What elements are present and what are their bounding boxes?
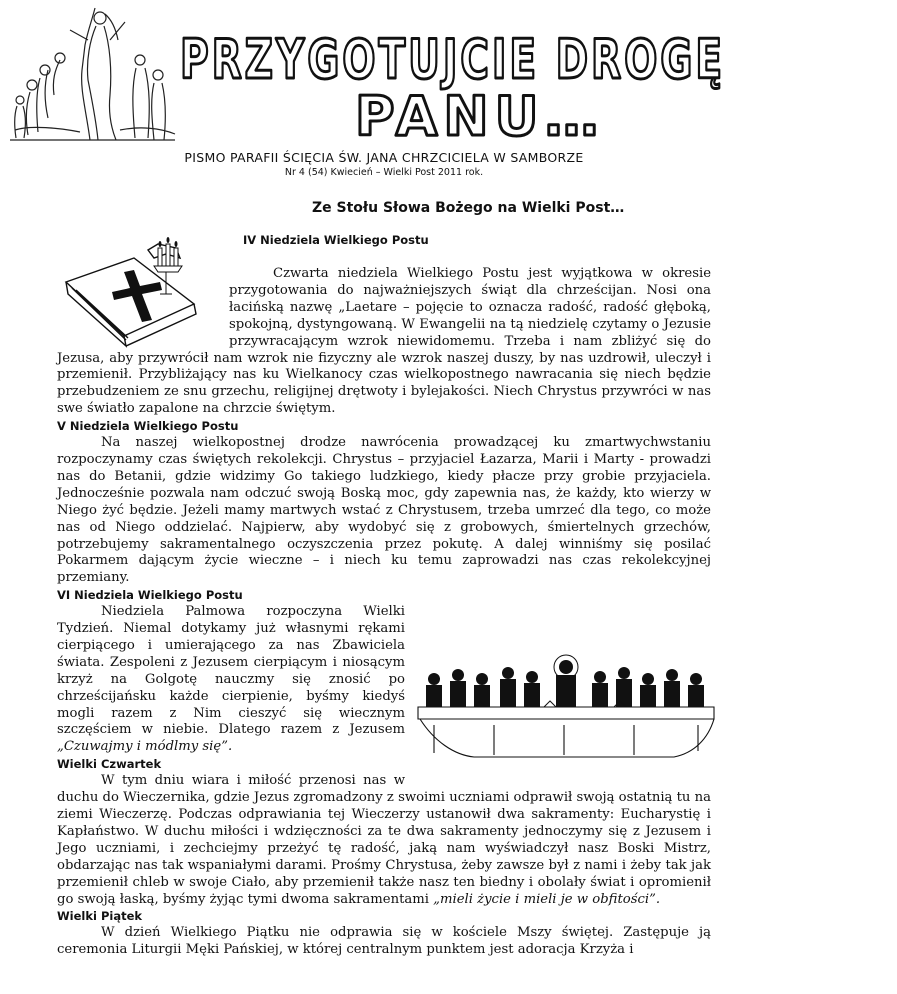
section-quote-vi: „Czuwajmy i módlmy się”. (57, 739, 233, 755)
title-art (0, 0, 768, 150)
section-title-v: V Niedziela Wielkiego Postu (57, 419, 239, 434)
section-title-thursday: Wielki Czwartek (57, 757, 162, 772)
article-heading: Ze Stołu Słowa Bożego na Wielki Post… (312, 200, 625, 216)
last-supper-float-space (405, 654, 711, 776)
parish-name: PISMO PARAFII ŚCIĘCIA ŚW. JANA CHRZCICIELA W SAMBORZE (184, 150, 584, 165)
section-text-iv: Czwarta niedziela Wielkiego Postu jest wyjątkowa w okresie przygotowania do najważniejszych świąt dla chrześcijan. Nosi ona łacińską nazwę „Laetare – pojęcie to oznacza radość, radość głęboką, spokojną, dystyngowaną. W Ewangelii na tą niedzielę czytamy o Jezusie przywracającym wzrok niewidomemu. Trzeba i nam zbliżyć się do Jezusa, aby przywrócił nam wzrok nie fizyczny ale wzrok naszej duszy, by nas uzdrowił, uleczył i przemienił. Przybliżający nas ku Wielkanocy czas wielkopostnego nawracania się niech będzie przebudzeniem ze snu grzechu, religijnej drętwoty i bylejakości. Niech Chrystus przywróci w nas swe światło zapalone na chrzcie świętym. (57, 266, 711, 417)
title-line1: PRZYGOTUJCIE DROGĘ (180, 28, 725, 91)
section-text-thursday: W tym dniu wiara i miłość przenosi nas w duchu do Wieczernika, gdzie Jezus zgromadzony z swoimi uczniami odprawił swoją ostatnią tu na ziemi Wieczerzę. Podczas odprawiania tej Wieczerzy ustanowił dwa sakramenty: Eucharystię i Kapłaństwo. W duchu miłości i wdzięczności za te dwa sakramenty jednoczymy się z Jezusem i Jego uczniami, i zechciejmy przeżyć tę radość, jaką nam wyświadczył nasz Boski Mistrz, obdarzając nas tak wspaniałymi darami. Prośmy Chrystusa, żeby zawsze był z nami i żeby tak jak przemienił chleb w swoje Ciało, aby przemienił także nasz ten biedny i obolały świat i opromienił go swoją łaską, byśmy żyjąc tymi dwoma sakramentami (57, 773, 711, 907)
title-lettering (180, 28, 725, 148)
section-text-friday: W dzień Wielkiego Piątku nie odprawia się w kościele Mszy świętej. Zastępuje ją ceremonia Liturgii Męki Pańskiej, w której centralnym punktem jest adoracja Krzyża i (57, 925, 711, 958)
section-text-v: Na naszej wielkopostnej drodze nawrócenia prowadzącej ku zmartwychwstaniu rozpoczynamy czas świętych rekolekcji. Chrystus – przyjaciel Łazarza, Marii i Marty - prowadzi nas do Betanii, gdzie widzimy Go takiego ludzkiego, kiedy płacze przy grobie przyjaciela. Jednocześnie pozwala nam odczuć swoją Boską moc, gdy zapewnia nas, że każdy, kto wierzy w Niego żyć będzie. Jeżeli mamy martwych wstać z Chrystusem, trzeba umrzeć dla tego, co może nas od Niego oddzielać. Najpierw, aby wydobyć się z grobowych, śmiertelnych grzechów, potrzebujemy sakramentalnego oczyszczenia przez pokutę. A dalej winniśmy się posilać Pokarmem dającym życie wieczne – i niech ku temu zaprowadzi nas czas rekolekcyjnej przemiany. (57, 435, 711, 586)
section-quote-thursday: „mieli życie i mieli je w obfitości”. (433, 891, 661, 907)
section-title-vi: VI Niedziela Wielkiego Postu (57, 588, 243, 603)
section-title-friday: Wielki Piątek (57, 909, 143, 924)
bible-float-space (57, 232, 229, 350)
masthead (0, 0, 768, 200)
title-line2: PANU… (355, 85, 605, 148)
section-title-iv: IV Niedziela Wielkiego Postu (243, 233, 429, 247)
john-baptist-illustration (10, 8, 175, 140)
article-body (57, 232, 711, 959)
issue-number: Nr 4 (54) Kwiecień – Wielki Post 2011 rok. (284, 167, 484, 178)
section-text-vi: Niedziela Palmowa rozpoczyna Wielki Tydzień. Niemal dotykamy już własnymi rękami cierpiącego i umierającego za nas Zbawiciela świata. Zespoleni z Jezusem cierpiącym i niosącym krzyż na Golgotę nauczmy się znosić po chrześcijańsku każde cierpienie, byśmy kiedyś mogli razem z Nim cieszyć się wiecznym szczęściem w niebie. Dlatego razem z Jezusem (57, 604, 405, 738)
section-text-thursday-wrap (57, 773, 711, 908)
